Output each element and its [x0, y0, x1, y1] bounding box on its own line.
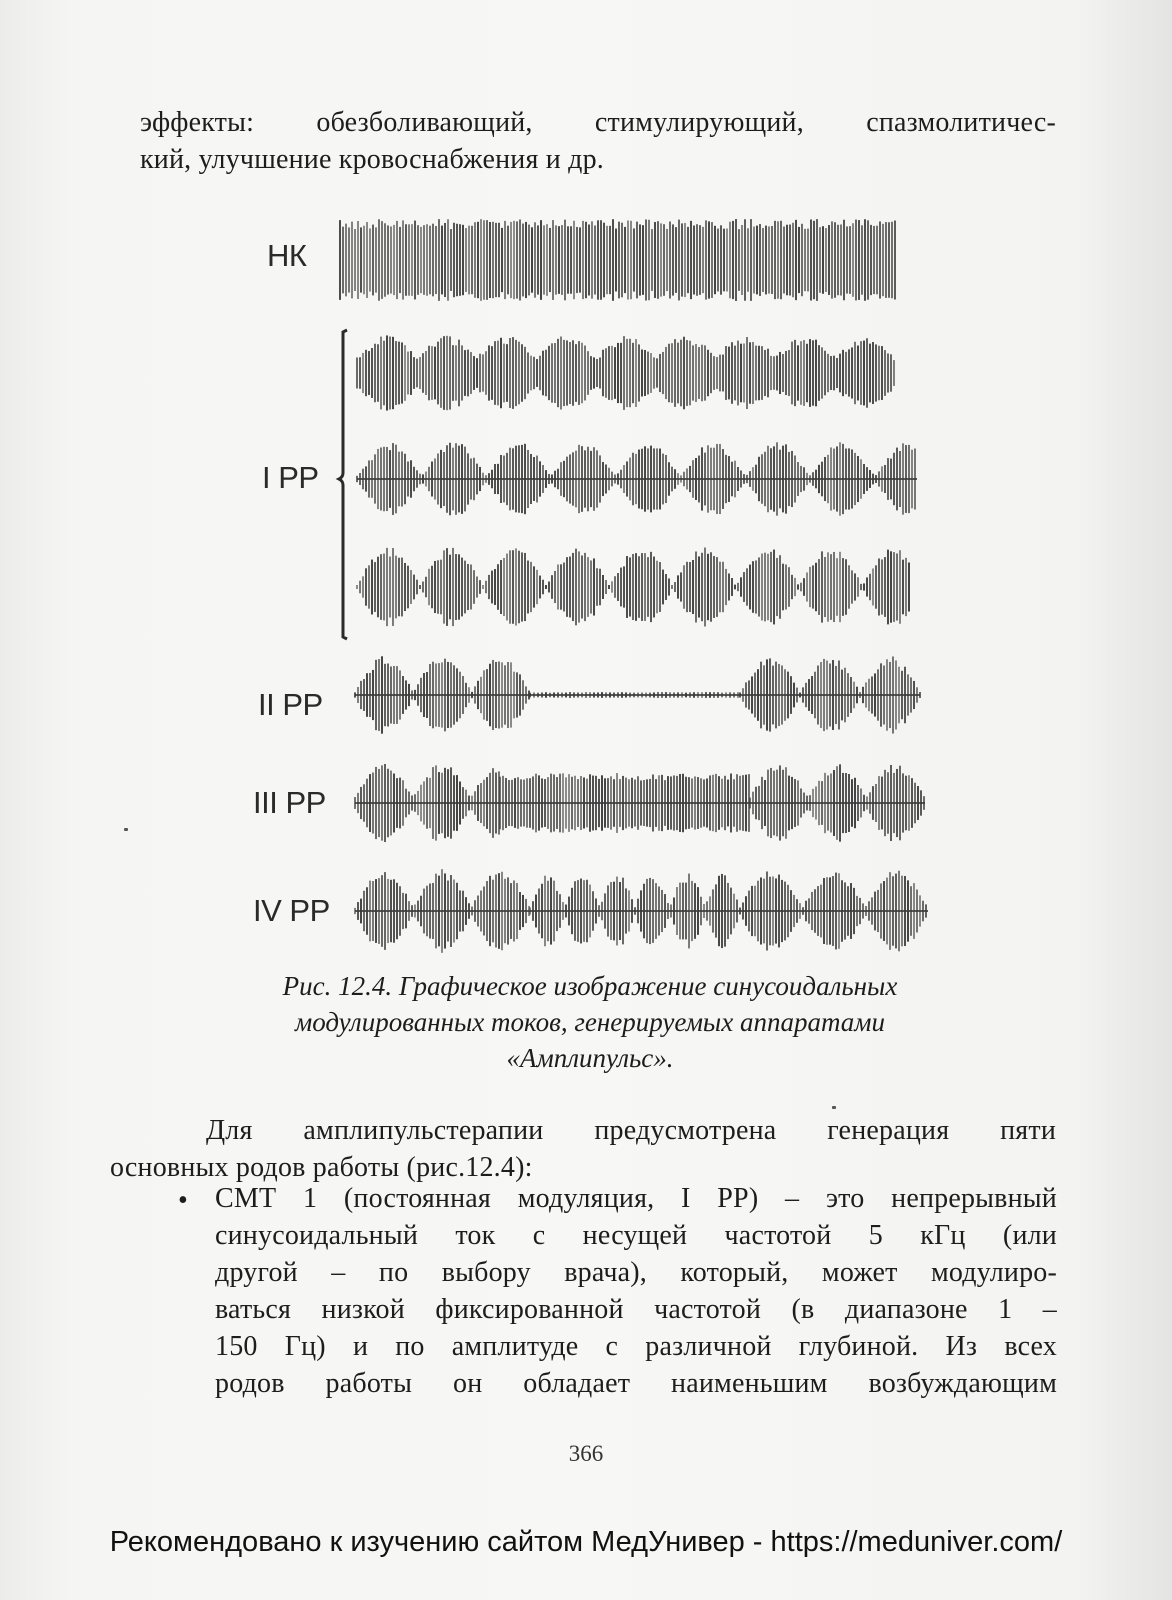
bullet-line: СМТ 1 (постоянная модуляция, I PP) – это непрерывный — [215, 1183, 1057, 1214]
caption-line: «Амплипульс». — [506, 1043, 674, 1073]
figure-12-4 — [240, 205, 960, 965]
body-line: Для амплипульстерапии предусмотрена генерация пяти — [206, 1115, 1056, 1146]
body-paragraph — [110, 1112, 1056, 1186]
scan-speck — [832, 1106, 836, 1109]
bullet-line: родов работы он обладает наименьшим возбуждающим — [215, 1368, 1057, 1399]
page-number: 366 — [568, 1441, 604, 1466]
label-pp2: II PP — [258, 687, 323, 722]
bullet-line: другой – по выбору врача), который, может модулиро- — [215, 1257, 1057, 1288]
label-pp3: III PP — [253, 785, 326, 820]
intro-line: эффекты: обезболивающий, стимулирующий, спазмолитичес- — [140, 107, 1056, 138]
label-pp1: I PP — [262, 460, 319, 495]
bullet-paragraph — [215, 1180, 1057, 1402]
figure-caption — [200, 968, 980, 1076]
intro-paragraph — [140, 104, 1056, 178]
waveform-graphic — [240, 205, 960, 965]
scan-speck — [124, 828, 128, 831]
footer-watermark: Рекомендовано к изучению сайтом МедУнивер - https://meduniver.com/ — [109, 1526, 1063, 1558]
bullet-marker: • — [178, 1185, 188, 1216]
caption-line: модулированных токов, генерируемых аппаратами — [294, 1007, 886, 1037]
caption-line: Рис. 12.4. Графическое изображение синусоидальных — [282, 971, 898, 1001]
bullet-line: ваться низкой фиксированной частотой (в диапазоне 1 – — [215, 1294, 1057, 1325]
body-line: основных родов работы (рис.12.4): — [110, 1152, 533, 1183]
bullet-line: синусоидальный ток с несущей частотой 5 кГц (или — [215, 1220, 1057, 1251]
pp1-brace — [339, 330, 347, 639]
label-nk: НК — [267, 238, 307, 273]
waveform-lines — [340, 219, 928, 953]
label-pp4: IV PP — [253, 893, 330, 928]
intro-line: кий, улучшение кровоснабжения и др. — [140, 144, 604, 175]
bullet-line: 150 Гц) и по амплитуде с различной глубиной. Из всех — [215, 1331, 1057, 1362]
